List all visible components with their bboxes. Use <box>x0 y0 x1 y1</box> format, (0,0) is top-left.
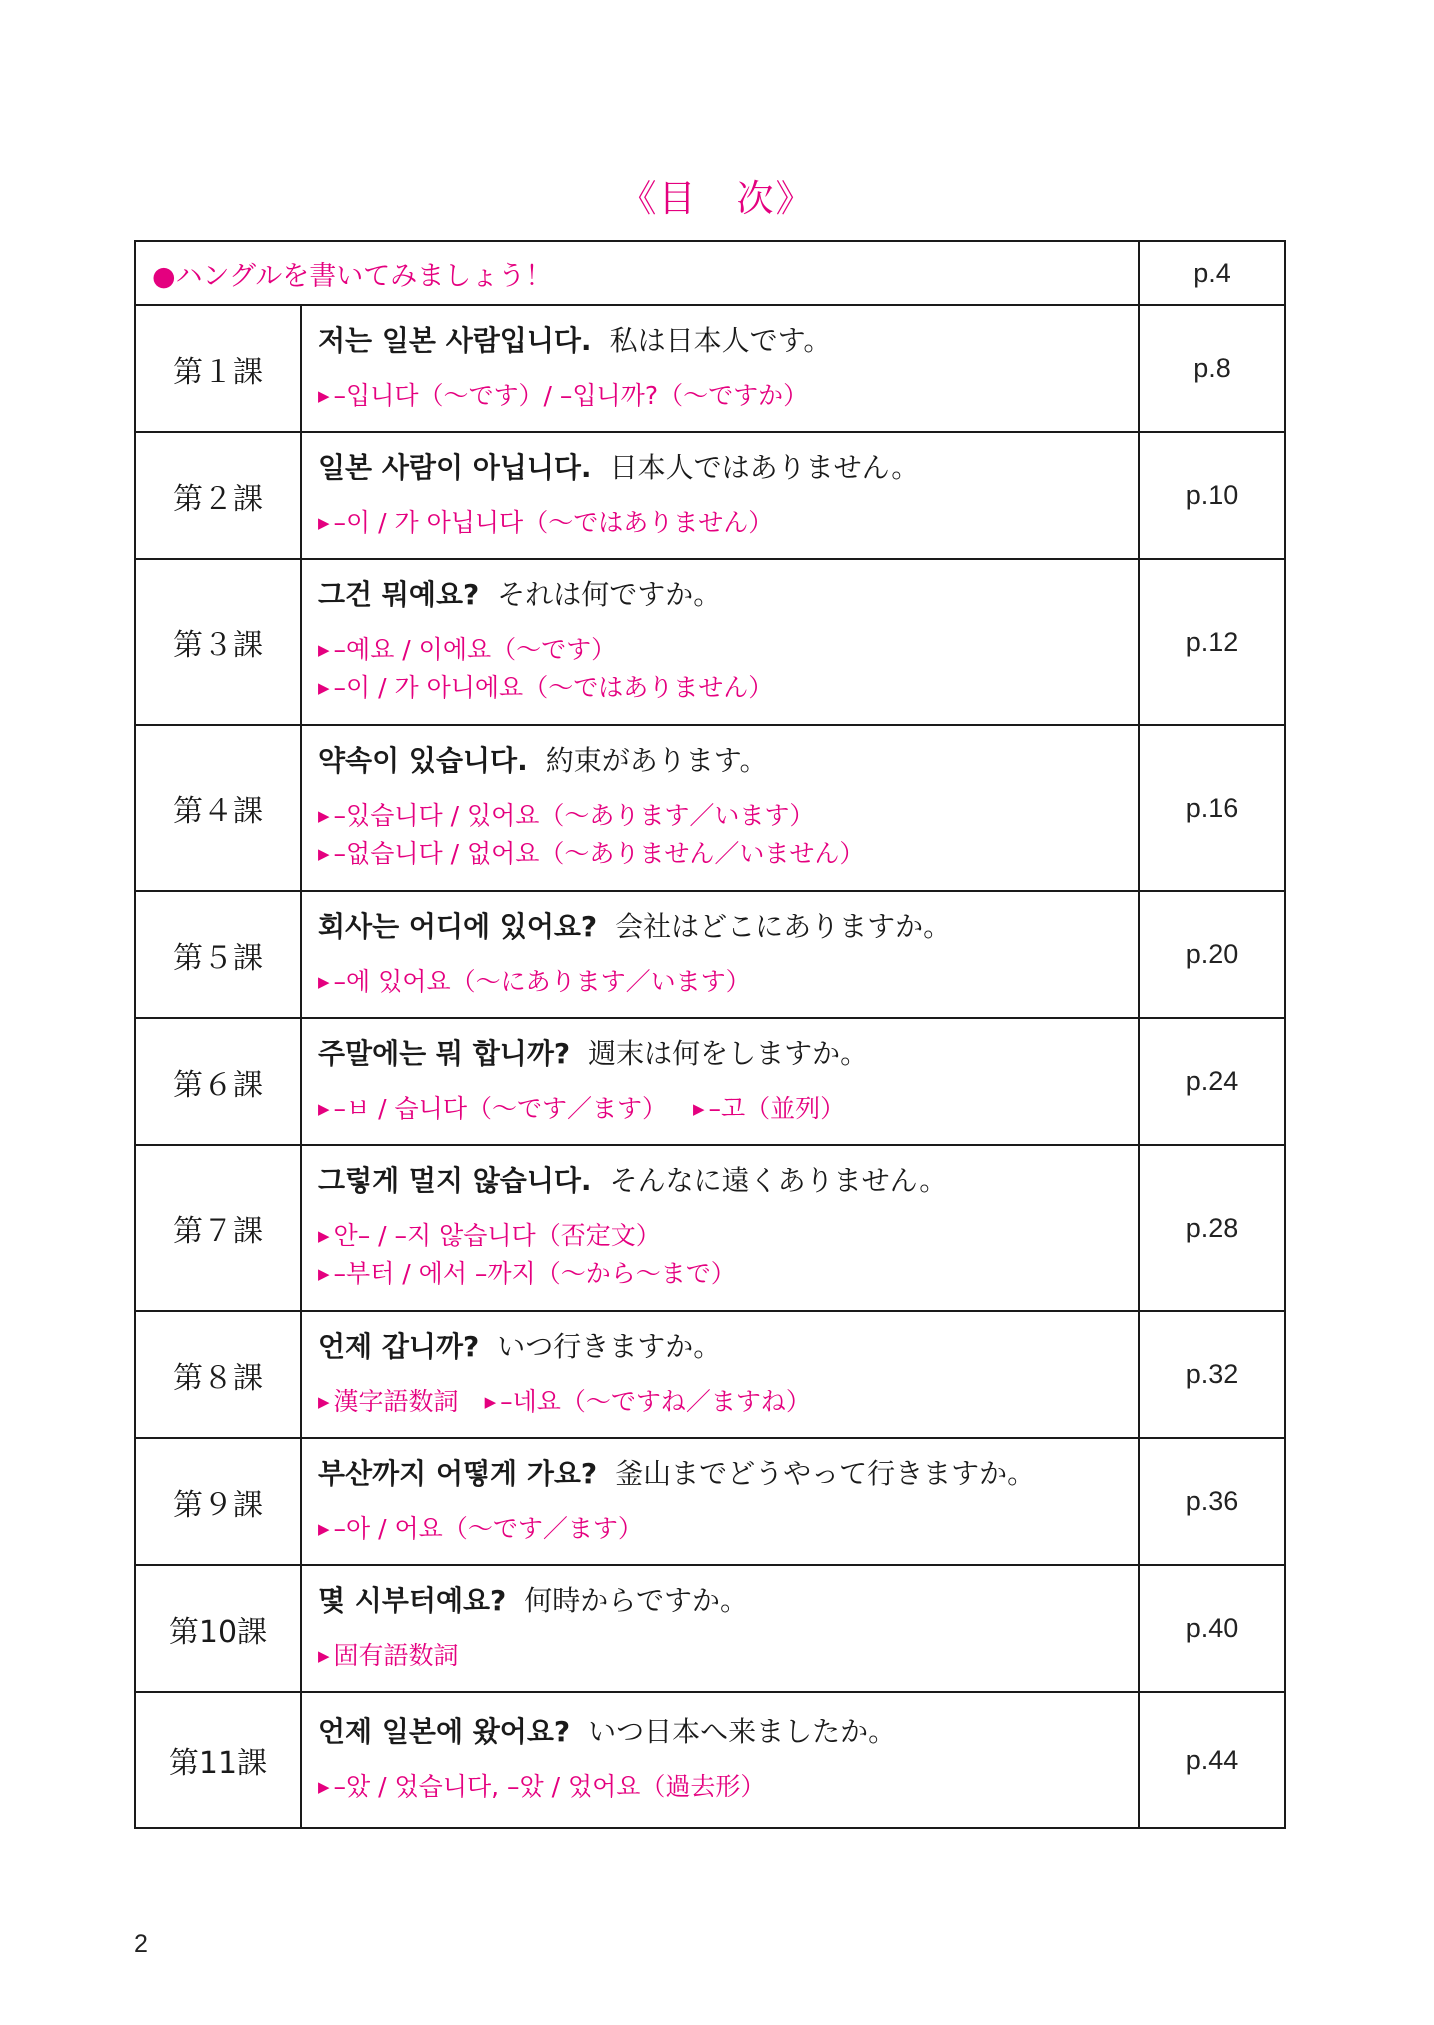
grammar-note-line <box>318 835 1122 873</box>
lesson-number <box>135 305 301 432</box>
toc-row-lesson <box>135 891 1285 1018</box>
lesson-number-label: 第10課 <box>168 1614 268 1650</box>
japanese-translation: 何時からですか。 <box>524 1583 749 1617</box>
japanese-translation: そんなに遠くありません。 <box>609 1164 948 1197</box>
lesson-number-label: 第11課 <box>168 1746 268 1781</box>
lesson-content <box>301 305 1139 432</box>
grammar-note: –이 / 가 아니에요（～ではありません） <box>333 673 774 702</box>
grammar-note: –이 / 가 아닙니다（～ではありません） <box>333 507 774 537</box>
grammar-note: –입니다（～です）/ –입니까?（～ですか） <box>333 380 809 410</box>
triangle-right-icon: ▶ <box>318 1227 330 1245</box>
toc-row-lesson <box>135 1018 1285 1145</box>
page-ref: p.24 <box>1139 1018 1285 1145</box>
lesson-content <box>301 1145 1139 1311</box>
lesson-headline <box>318 1034 1122 1078</box>
lesson-number <box>135 1692 301 1828</box>
grammar-note-line <box>318 377 1122 415</box>
page-ref: p.12 <box>1139 559 1285 725</box>
lesson-headline <box>318 1327 1122 1371</box>
grammar-note: –ㅂ / 습니다（～です／ます） <box>333 1093 667 1123</box>
triangle-right-icon: ▶ <box>318 1099 330 1118</box>
page-ref: p.44 <box>1139 1692 1285 1828</box>
grammar-note-line <box>318 1217 1122 1255</box>
korean-sentence: 그렇게 멀지 않습니다. <box>318 1164 592 1197</box>
lesson-number <box>135 1438 301 1565</box>
page-ref: p.40 <box>1139 1565 1285 1692</box>
lesson-number-label: 第１課 <box>173 354 263 390</box>
japanese-translation: 私は日本人です。 <box>609 323 832 357</box>
grammar-note-line <box>318 797 1122 835</box>
japanese-translation: 釜山までどうやって行きますか。 <box>615 1456 1036 1490</box>
lesson-number <box>135 1145 301 1311</box>
lesson-content <box>301 1565 1139 1692</box>
grammar-note-line <box>318 1768 1122 1806</box>
page-ref: p.4 <box>1139 241 1285 305</box>
lesson-number-label: 第３課 <box>173 628 263 663</box>
lesson-number-label: 第６課 <box>173 1067 263 1103</box>
triangle-right-icon: ▶ <box>318 1778 330 1796</box>
triangle-right-icon: ▶ <box>318 641 330 659</box>
page-ref: p.20 <box>1139 891 1285 1018</box>
korean-sentence: 부산까지 어떻게 가요? <box>318 1456 598 1490</box>
lesson-number <box>135 1311 301 1438</box>
toc-row-lesson <box>135 725 1285 891</box>
lesson-headline <box>318 1712 1122 1756</box>
lesson-content <box>301 891 1139 1018</box>
japanese-translation: それは何ですか。 <box>497 578 722 611</box>
triangle-right-icon: ▶ <box>318 679 330 697</box>
intro-text: ●ハングルを書いてみましょう！ <box>135 241 1139 305</box>
page-ref: p.8 <box>1139 305 1285 432</box>
lesson-number <box>135 891 301 1018</box>
toc-row-lesson <box>135 1692 1285 1828</box>
lesson-number <box>135 1565 301 1692</box>
toc-row-lesson <box>135 1438 1285 1565</box>
triangle-right-icon: ▶ <box>318 1646 330 1665</box>
triangle-right-icon: ▶ <box>318 1392 330 1411</box>
grammar-note-line <box>318 1383 1122 1421</box>
japanese-translation: 日本人ではありません。 <box>609 450 920 484</box>
lesson-content <box>301 559 1139 725</box>
lesson-number <box>135 725 301 891</box>
lesson-content <box>301 1018 1139 1145</box>
triangle-right-icon: ▶ <box>318 1519 330 1538</box>
korean-sentence: 주말에는 뭐 합니까? <box>318 1036 571 1070</box>
page-ref: p.16 <box>1139 725 1285 891</box>
grammar-note: 固有語数詞 <box>333 1640 459 1670</box>
lesson-headline <box>318 907 1122 951</box>
grammar-note: –네요（～ですね／ますね） <box>500 1386 811 1416</box>
grammar-note: –아 / 어요（～です／ます） <box>333 1513 643 1543</box>
lesson-number-label: 第９課 <box>173 1487 263 1523</box>
korean-sentence: 언제 일본에 왔어요? <box>318 1715 571 1748</box>
lesson-headline <box>318 321 1122 365</box>
korean-sentence: 저는 일본 사람입니다. <box>318 323 592 357</box>
korean-sentence: 약속이 있습니다. <box>318 744 528 777</box>
lesson-headline <box>318 1161 1122 1205</box>
japanese-translation: 約束があります。 <box>545 744 768 777</box>
japanese-translation: 週末は何をしますか。 <box>588 1036 869 1070</box>
lesson-content <box>301 1692 1139 1828</box>
triangle-right-icon: ▶ <box>318 1265 330 1283</box>
toc-row-lesson <box>135 1311 1285 1438</box>
grammar-note-line <box>318 1510 1122 1548</box>
toc-row-lesson <box>135 1565 1285 1692</box>
grammar-note: –고（並列） <box>708 1093 846 1123</box>
grammar-note: –있습니다 / 있어요（～あります／います） <box>333 801 815 830</box>
japanese-translation: いつ行きますか。 <box>497 1329 722 1363</box>
korean-sentence: 일본 사람이 아닙니다. <box>318 450 592 484</box>
grammar-note-line <box>318 1090 1122 1128</box>
lesson-content <box>301 1311 1139 1438</box>
lesson-number-label: 第４課 <box>173 794 263 829</box>
toc-row-intro <box>135 241 1285 305</box>
lesson-number-label: 第８課 <box>173 1360 263 1396</box>
toc-row-lesson <box>135 305 1285 432</box>
grammar-note-line <box>318 669 1122 707</box>
grammar-note-line <box>318 631 1122 669</box>
lesson-content <box>301 725 1139 891</box>
triangle-right-icon: ▶ <box>318 386 330 405</box>
page-title: 《目 次》 <box>619 177 815 220</box>
lesson-number <box>135 1018 301 1145</box>
grammar-note: –에 있어요（～にあります／います） <box>333 966 751 996</box>
lesson-headline <box>318 575 1122 619</box>
lesson-number <box>135 559 301 725</box>
toc-row-lesson <box>135 432 1285 559</box>
lesson-content <box>301 432 1139 559</box>
page-ref: p.10 <box>1139 432 1285 559</box>
toc-row-lesson <box>135 559 1285 725</box>
triangle-right-icon: ▶ <box>318 807 330 825</box>
grammar-note: –았 / 었습니다, –았 / 었어요（過去形） <box>333 1772 766 1801</box>
triangle-right-icon: ▶ <box>692 1099 705 1118</box>
grammar-note: –예요 / 이에요（～です） <box>333 635 617 664</box>
lesson-number-label: 第２課 <box>173 481 263 517</box>
grammar-note: –없습니다 / 없어요（～ありません／いません） <box>333 839 865 868</box>
triangle-right-icon: ▶ <box>484 1392 497 1411</box>
grammar-note-line <box>318 504 1122 542</box>
korean-sentence: 회사는 어디에 있어요? <box>318 909 598 943</box>
japanese-translation: いつ日本へ来ましたか。 <box>588 1715 897 1748</box>
page-ref: p.36 <box>1139 1438 1285 1565</box>
japanese-translation: 会社はどこにありますか。 <box>615 909 952 943</box>
grammar-note: –부터 / 에서 –까지（～から～まで） <box>333 1259 736 1288</box>
korean-sentence: 그건 뭐예요? <box>318 578 480 611</box>
grammar-note-line <box>318 1637 1122 1675</box>
triangle-right-icon: ▶ <box>318 845 330 863</box>
lesson-headline <box>318 448 1122 492</box>
lesson-number-label: 第５課 <box>173 940 263 976</box>
grammar-note-line <box>318 963 1122 1001</box>
triangle-right-icon: ▶ <box>318 513 330 532</box>
grammar-note: 漢字語数詞 <box>333 1386 459 1416</box>
page-ref: p.32 <box>1139 1311 1285 1438</box>
triangle-right-icon: ▶ <box>318 972 330 991</box>
lesson-number-label: 第７課 <box>173 1214 263 1249</box>
lesson-headline <box>318 1454 1122 1498</box>
lesson-content <box>301 1438 1139 1565</box>
grammar-note-line <box>318 1255 1122 1293</box>
korean-sentence: 언제 갑니까? <box>318 1329 480 1363</box>
grammar-note: 안– / –지 않습니다（否定文） <box>333 1221 661 1250</box>
page-ref: p.28 <box>1139 1145 1285 1311</box>
page-number: 2 <box>134 1930 148 1958</box>
toc-table <box>134 240 1286 1829</box>
toc-row-lesson <box>135 1145 1285 1311</box>
lesson-headline <box>318 741 1122 785</box>
lesson-headline <box>318 1581 1122 1625</box>
lesson-number <box>135 432 301 559</box>
korean-sentence: 몇 시부터예요? <box>318 1583 507 1617</box>
